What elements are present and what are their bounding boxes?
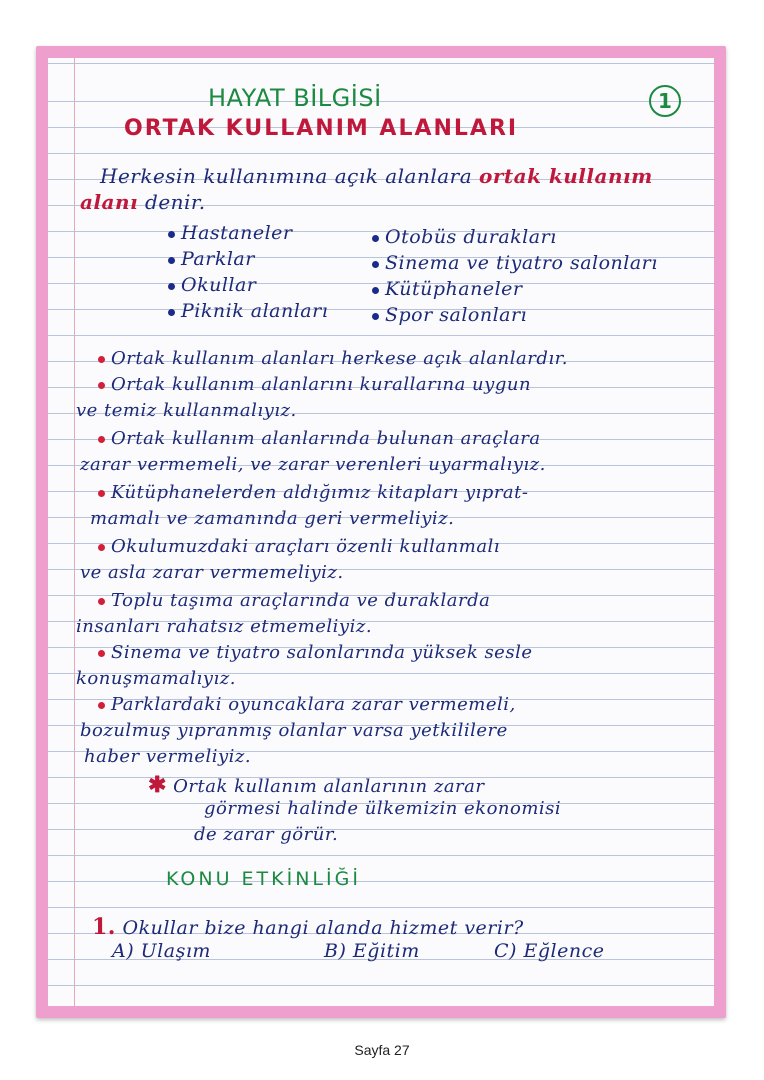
example-item: Kütüphaneler xyxy=(372,278,523,300)
example-item: Hastaneler xyxy=(168,222,293,244)
margin-line xyxy=(74,58,75,1006)
rule-line: Sinema ve tiyatro salonlarında yüksek sesle xyxy=(98,642,532,663)
example-item: Piknik alanları xyxy=(168,300,328,322)
bullet-icon xyxy=(98,382,105,389)
rule-line: ve asla zarar vermemeliyiz. xyxy=(80,562,344,583)
page-title: ORTAK KULLANIM ALANLARI xyxy=(124,116,519,141)
answer-option: C) Eğlence xyxy=(494,940,605,962)
rule-line: insanları rahatsız etmemeliyiz. xyxy=(76,616,373,637)
bullet-icon xyxy=(98,436,105,443)
answer-option: A) Ulaşım xyxy=(112,940,211,962)
bullet-icon xyxy=(372,235,379,242)
example-item: Okullar xyxy=(168,274,256,296)
definition-highlight: ortak kullanım xyxy=(479,164,653,188)
rule-line: konuşmamalıyız. xyxy=(76,668,236,689)
definition-highlight-2: alanı xyxy=(80,190,139,214)
bullet-icon xyxy=(372,287,379,294)
example-item: Parklar xyxy=(168,248,255,270)
rule-line: haber vermeliyiz. xyxy=(84,746,252,767)
rule-line: ve temiz kullanmalıyız. xyxy=(76,400,297,421)
bullet-icon xyxy=(98,356,105,363)
rule-line: Ortak kullanım alanlarını kurallarına uygun xyxy=(98,374,531,395)
rule-line: bozulmuş yıpranmış olanlar varsa yetkililere xyxy=(80,720,508,741)
bullet-icon xyxy=(98,702,105,709)
bullet-icon xyxy=(168,231,175,238)
rule-line: zarar vermemeli, ve zarar verenleri uyarmalıyız. xyxy=(80,454,546,475)
rule-line: Ortak kullanım alanlarında bulunan araçlara xyxy=(98,428,541,449)
bullet-icon xyxy=(98,490,105,497)
example-item: Sinema ve tiyatro salonları xyxy=(372,252,658,274)
note-line: ✱ Ortak kullanım alanlarının zarar xyxy=(148,772,485,798)
bullet-icon xyxy=(98,650,105,657)
example-item: Spor salonları xyxy=(372,304,527,326)
rule-line: Okulumuzdaki araçları özenli kullanmalı xyxy=(98,536,500,557)
rule-line: Toplu taşıma araçlarında ve duraklarda xyxy=(98,590,490,611)
rule-line: Kütüphanelerden aldığımız kitapları yıprat- xyxy=(98,482,528,503)
definition-line-1 xyxy=(100,164,653,188)
rule-line: Parklardaki oyuncaklara zarar vermemeli, xyxy=(98,694,516,715)
answer-option: B) Eğitim xyxy=(324,940,420,962)
bullet-icon xyxy=(98,544,105,551)
bullet-icon xyxy=(98,598,105,605)
question-line: 1. Okullar bize hangi alanda hizmet verir? xyxy=(92,914,524,940)
notebook-page xyxy=(48,58,714,1006)
bullet-icon xyxy=(372,261,379,268)
activity-title: KONU ETKİNLİĞİ xyxy=(166,868,361,890)
example-item: Otobüs durakları xyxy=(372,226,557,248)
definition-line-2 xyxy=(80,190,206,214)
definition-suffix: denir. xyxy=(145,190,206,214)
rule-line: mamalı ve zamanında geri vermeliyiz. xyxy=(90,508,455,529)
bullet-icon xyxy=(168,309,175,316)
circled-page-number: 1 xyxy=(649,85,681,117)
bullet-icon xyxy=(168,283,175,290)
definition-text: Herkesin kullanımına açık alanlara xyxy=(100,164,473,188)
rule-line: Ortak kullanım alanları herkese açık alanlardır. xyxy=(98,348,568,369)
note-line: görmesi halinde ülkemizin ekonomisi xyxy=(204,798,562,819)
page-footer: Sayfa 27 xyxy=(354,1042,410,1058)
bullet-icon xyxy=(372,313,379,320)
subject-heading: HAYAT BİLGİSİ xyxy=(208,84,382,112)
note-line: de zarar görür. xyxy=(194,824,339,845)
bullet-icon xyxy=(168,257,175,264)
question-number: 1. xyxy=(92,914,116,940)
asterisk-icon: ✱ xyxy=(148,772,167,798)
